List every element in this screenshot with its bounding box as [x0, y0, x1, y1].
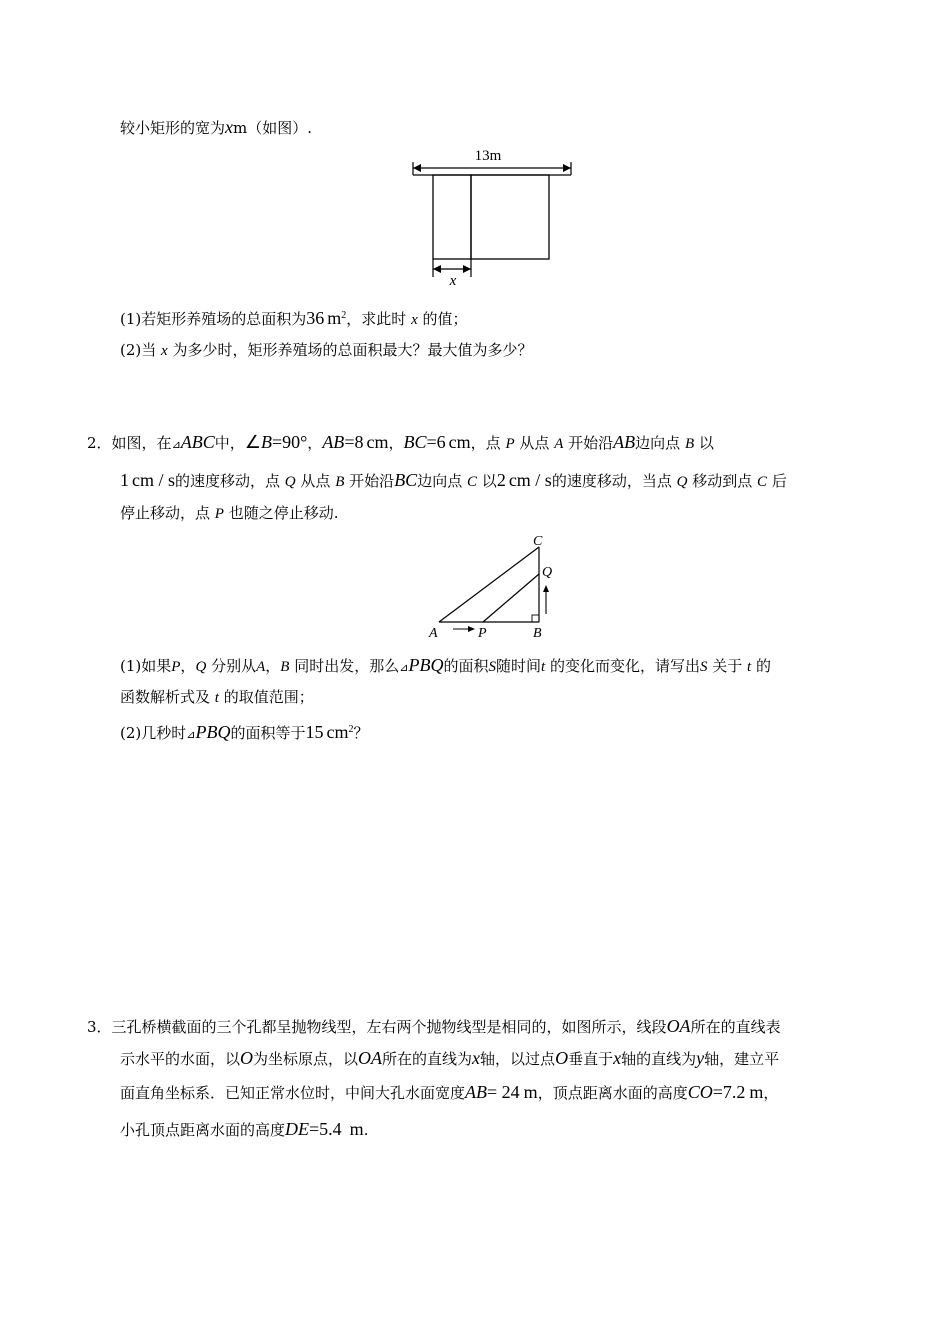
p2-q1-cont: 函数解析式及 t 的取值范围； — [120, 688, 314, 706]
top-label: 13m — [474, 148, 502, 164]
figure-triangle — [425, 532, 565, 642]
p2-q1: (1)如果P，Q 分别从A，B 同时出发，那么⊿PBQ的面积S随时间t 的变化而变化，请写出S 关于 t 的 — [120, 655, 771, 675]
p2-line2: 1 cm / s的速度移动，点 Q 从点 B 开始沿BC边向点 C 以2 cm / s的速度移动，当点 Q 移动到点 C 后 — [120, 470, 787, 490]
p3-line3: 面直角坐标系．已知正常水位时，中间大孔水面宽度AB= 24 m，顶点距离水面的高度CO=7.2 m， — [120, 1082, 779, 1102]
label-A: A — [429, 626, 438, 641]
p3-line4: 小孔顶点距离水面的高度DE=5.4 m. — [120, 1119, 369, 1139]
p2-q2: (2)几秒时⊿PBQ的面积等于15 $cm^2$？ — [120, 722, 369, 742]
x-label: x — [449, 273, 457, 289]
p1-q1: (1)若矩形养殖场的总面积为36 $m^2$，求此时 x 的值； — [120, 308, 468, 328]
segment-PQ — [483, 574, 539, 622]
p1-q2: (2)当 x 为多少时，矩形养殖场的总面积最大？最大值为多少？ — [120, 341, 533, 359]
label-C: C — [533, 534, 543, 549]
label-Q: Q — [542, 565, 553, 580]
arrow-left-top — [413, 164, 421, 172]
p3-line1: 3．三孔桥横截面的三个孔都呈抛物线型，左右两个抛物线型是相同的，如图所示，线段OA所在的直线表 — [87, 1016, 781, 1036]
right-angle-mark — [532, 615, 539, 622]
small-rectangle — [433, 175, 471, 259]
arrow-right-top — [563, 164, 571, 172]
label-B: B — [533, 626, 542, 641]
label-P: P — [478, 626, 487, 641]
p2-line1: 2．如图，在⊿ABC中，∠B=90°，AB=8 cm，BC=6 cm，点 P 从点 A 开始沿AB边向点 B 以 — [87, 432, 714, 452]
intro-line: 较小矩形的宽为xm（如图）. — [120, 117, 313, 137]
large-rectangle — [471, 175, 549, 259]
side-AC — [439, 547, 539, 622]
p2-line3: 停止移动，点 P 也随之停止移动. — [120, 504, 339, 522]
figure-rectangles — [408, 145, 578, 289]
p3-line2: 示水平的水面，以O为坐标原点，以OA所在的直线为x轴，以过点O垂直于x轴的直线为y轴，建立平 — [120, 1048, 780, 1068]
